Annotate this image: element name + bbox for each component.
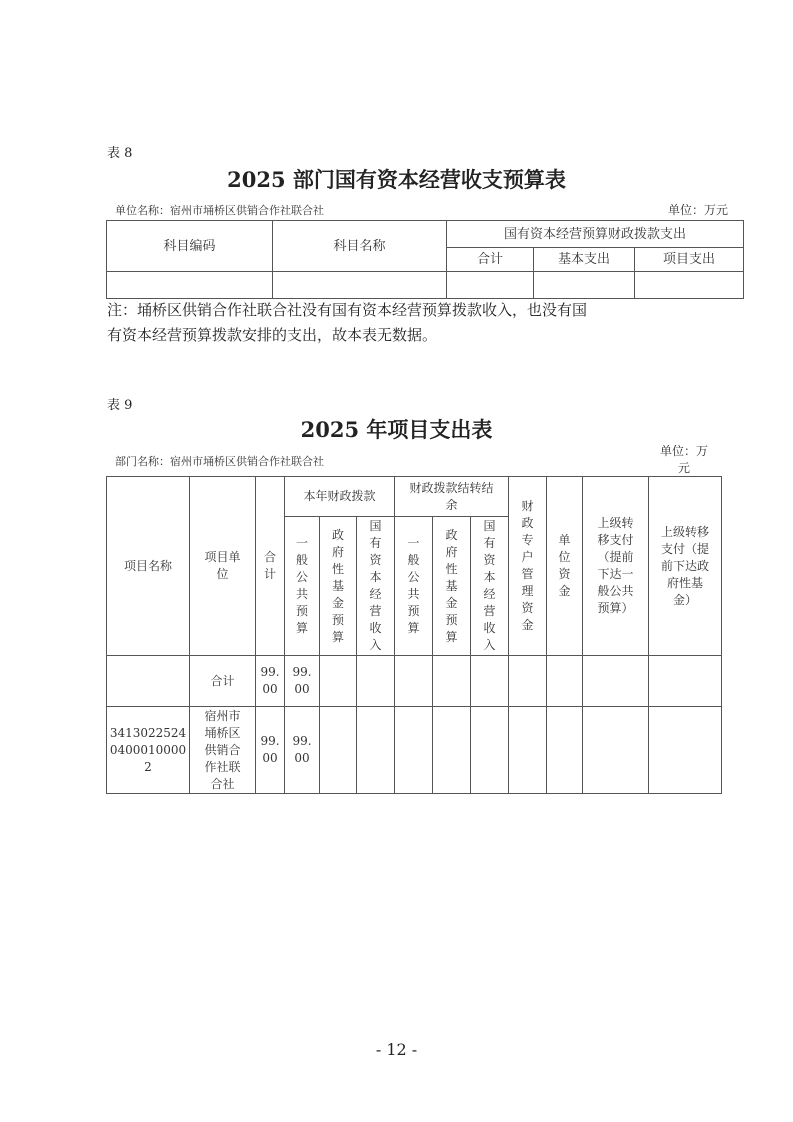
header-gov-fund: 政府性基金预算 <box>320 517 357 656</box>
table8-note-line1: 注：埇桥区供销合作社联合社没有国有资本经营预算拨款收入，也没有国 <box>107 301 588 319</box>
header-gov-fund-2: 政府性基金预算 <box>433 517 471 656</box>
header-general-budget-2: 一般公共预算 <box>395 517 433 656</box>
header-subject-code: 科目编码 <box>107 221 273 272</box>
table8 <box>106 220 744 299</box>
header-basic: 基本支出 <box>534 248 635 272</box>
header-general-budget: 一般公共预算 <box>285 517 320 656</box>
header-carryover-group: 财政拨款结转结余 <box>395 477 509 517</box>
header-state-capital-group: 国有资本经营预算财政拨款支出 <box>447 221 744 248</box>
header-state-capital: 国有资本经营收入 <box>357 517 395 656</box>
table9-dept-name: 部门名称：宿州市埇桥区供销合作社联合社 <box>115 455 324 468</box>
header-transfer-fund: 上级转移支付（提前下达政府性基金） <box>649 477 722 656</box>
header-subject-name: 科目名称 <box>273 221 447 272</box>
table-row: 34130225240400010000 2 宿州市埇桥区供销合作社联合社 99.00 99.00 <box>107 707 722 794</box>
table8-unit-name: 单位名称：宿州市埇桥区供销合作社联合社 <box>115 204 324 217</box>
table9-label: 表 9 <box>107 398 133 413</box>
table9-unit-line1: 单位：万 <box>660 444 709 458</box>
header-total: 合计 <box>447 248 534 272</box>
table9-unit-line2: 元 <box>678 461 691 475</box>
header-project: 项目支出 <box>635 248 744 272</box>
page-number: - 12 - <box>375 1040 418 1059</box>
header-project-name: 项目名称 <box>107 477 190 656</box>
header-current-year-group: 本年财政拨款 <box>285 477 395 517</box>
table8-title: 2025 部门国有资本经营收支预算表 <box>227 167 566 192</box>
header-transfer-general: 上级转移支付（提前下达一般公共预算） <box>583 477 649 656</box>
header-unit-funds: 单位资金 <box>547 477 583 656</box>
table8-note-line2: 有资本经营预算拨款安排的支出，故本表无数据。 <box>107 326 438 344</box>
table-row-total: 合计 99.00 99.00 <box>107 656 722 707</box>
table8-unit: 单位：万元 <box>668 203 729 217</box>
header-total: 合计 <box>256 477 285 656</box>
header-state-capital-2: 国有资本经营收入 <box>471 517 509 656</box>
table-row-empty <box>107 272 744 299</box>
table9-title: 2025 年项目支出表 <box>300 417 493 442</box>
table8-label: 表 8 <box>107 146 133 161</box>
header-special-account: 财政专户管理资金 <box>509 477 547 656</box>
header-project-unit: 项目单位 <box>190 477 256 656</box>
table9 <box>106 476 722 794</box>
